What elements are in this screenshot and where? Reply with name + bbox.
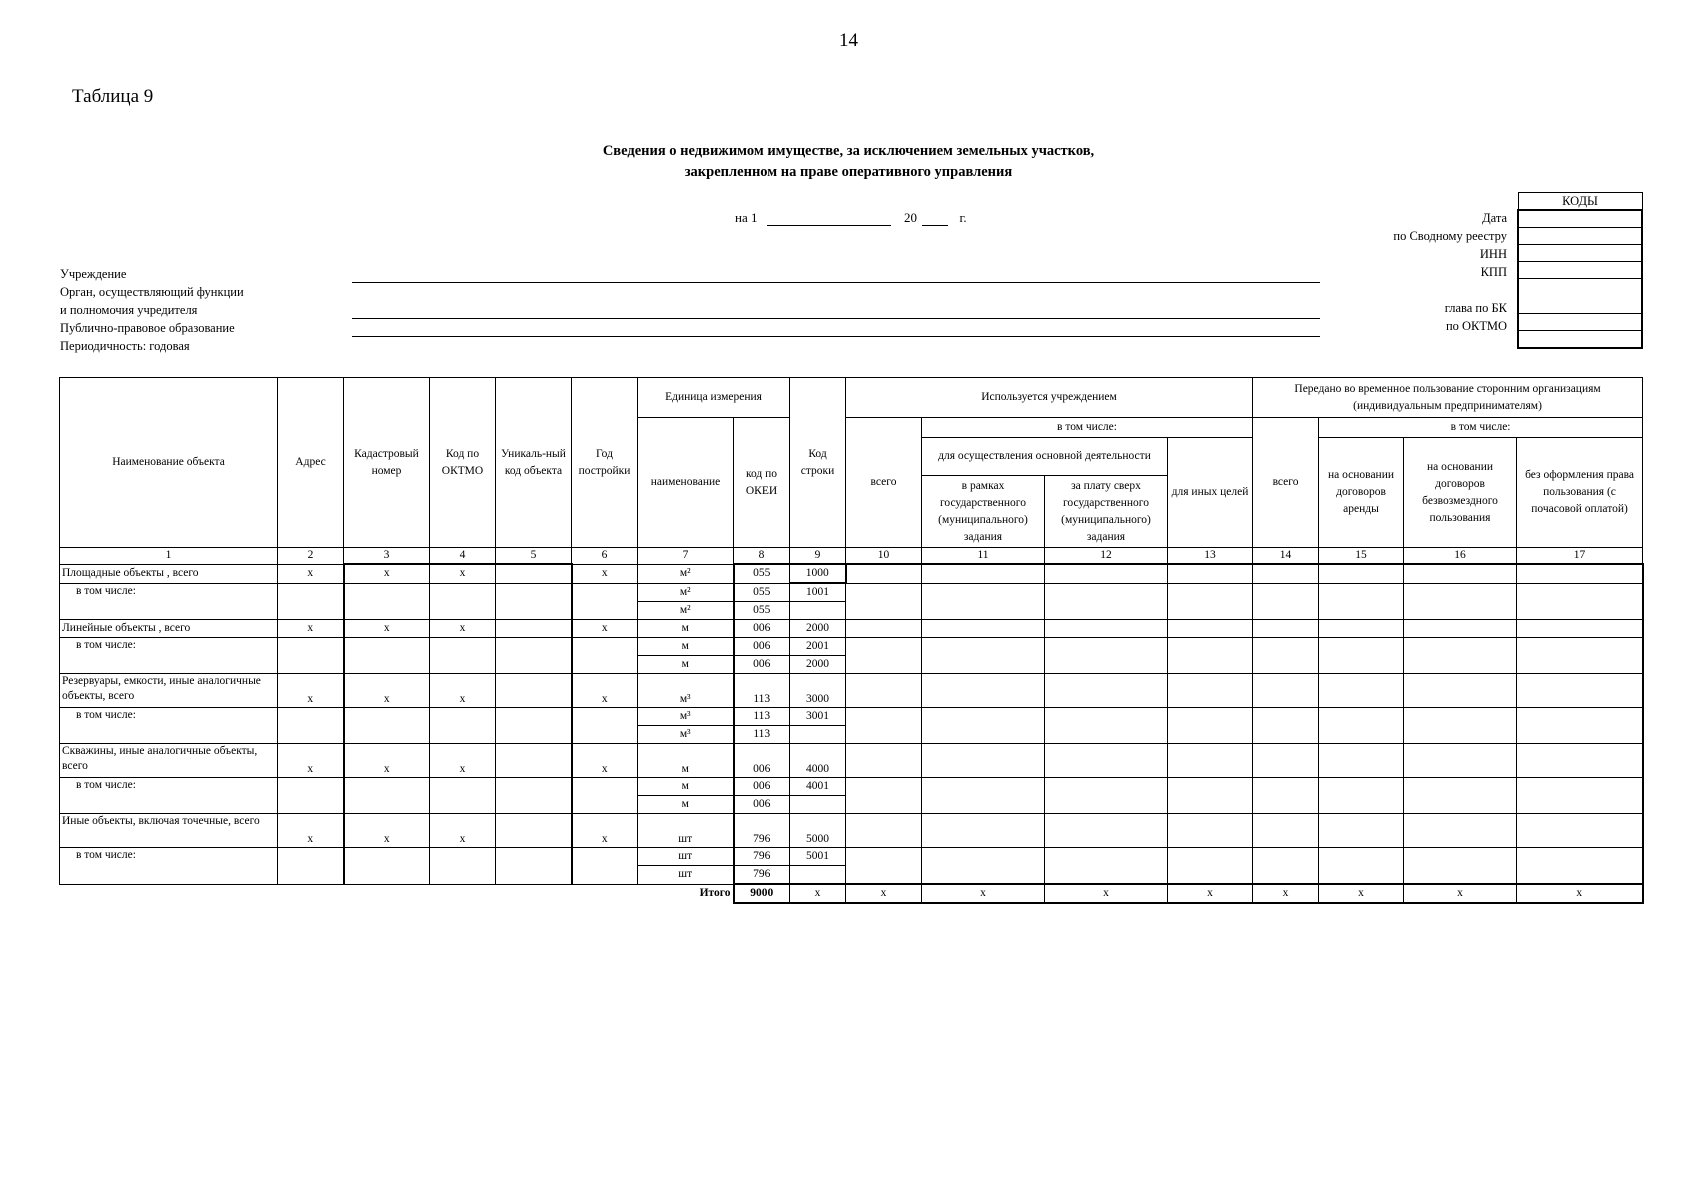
x-mark: x — [846, 884, 922, 903]
page-number: 14 — [839, 30, 858, 51]
value-cell[interactable] — [1404, 848, 1517, 885]
value-cell[interactable] — [1404, 583, 1517, 620]
header-okei: код по ОКЕИ — [734, 418, 790, 548]
x-mark: x — [278, 564, 344, 583]
oktmo-cell[interactable] — [430, 848, 496, 885]
unit-name: м³ — [638, 726, 734, 744]
x-mark: x — [1404, 884, 1517, 903]
header-paid: за плату сверх государственного (муниципального) задания — [1045, 476, 1168, 548]
unique-code-cell[interactable] — [496, 778, 572, 814]
year-cell[interactable] — [572, 638, 638, 674]
okei-code: 796 — [734, 814, 790, 848]
column-number: 15 — [1319, 548, 1404, 565]
group-name: Площадные объекты , всего — [60, 564, 278, 583]
x-mark: x — [278, 620, 344, 638]
oktmo-cell[interactable] — [430, 583, 496, 620]
header-transferred-incl: в том числе: — [1319, 418, 1643, 438]
x-mark: x — [344, 744, 430, 778]
okei-code: 006 — [734, 744, 790, 778]
value-cell[interactable] — [1045, 744, 1168, 778]
value-cell[interactable] — [1045, 778, 1168, 814]
value-cell[interactable] — [1253, 620, 1319, 638]
x-mark: x — [1253, 884, 1319, 903]
total-label: Итого — [60, 884, 734, 903]
header-transferred-total: всего — [1253, 418, 1319, 548]
municipality-field[interactable] — [352, 336, 1320, 337]
unit-name: м² — [638, 602, 734, 620]
value-cell[interactable] — [1404, 620, 1517, 638]
header-oktmo: Код по ОКТМО — [430, 378, 496, 548]
unique-code-cell[interactable] — [496, 744, 572, 778]
unique-code-cell[interactable] — [496, 814, 572, 848]
group-row — [60, 744, 1643, 778]
x-mark: x — [1045, 884, 1168, 903]
header-lease: на основании договоров аренды — [1319, 438, 1404, 548]
date-year-prefix: 20 — [903, 210, 917, 225]
code-registry-cell[interactable] — [1518, 228, 1642, 245]
group-name: Линейные объекты , всего — [60, 620, 278, 638]
x-mark: x — [572, 674, 638, 708]
value-cell[interactable] — [1404, 708, 1517, 744]
value-cell[interactable] — [1517, 620, 1643, 638]
value-cell[interactable] — [1319, 778, 1404, 814]
column-number: 12 — [1045, 548, 1168, 565]
unit-name: шт — [638, 866, 734, 885]
address-cell[interactable] — [278, 638, 344, 674]
column-number: 5 — [496, 548, 572, 565]
value-cell[interactable] — [922, 814, 1045, 848]
incl-label: в том числе: — [60, 583, 278, 620]
line-code: 1001 — [790, 583, 846, 602]
value-cell[interactable] — [1045, 620, 1168, 638]
value-cell[interactable] — [1319, 674, 1404, 708]
code-inn-cell[interactable] — [1518, 245, 1642, 262]
unique-code-cell[interactable] — [496, 638, 572, 674]
value-cell[interactable] — [846, 564, 922, 583]
value-cell[interactable] — [1253, 778, 1319, 814]
value-cell[interactable] — [922, 708, 1045, 744]
value-cell[interactable] — [922, 848, 1045, 885]
value-cell[interactable] — [1168, 744, 1253, 778]
value-cell[interactable] — [846, 814, 922, 848]
value-cell[interactable] — [922, 583, 1045, 620]
incl-label: в том числе: — [60, 708, 278, 744]
value-cell[interactable] — [1045, 814, 1168, 848]
value-cell[interactable] — [1253, 848, 1319, 885]
oktmo-cell[interactable] — [430, 708, 496, 744]
x-mark: x — [790, 884, 846, 903]
value-cell[interactable] — [1168, 708, 1253, 744]
address-cell[interactable] — [278, 848, 344, 885]
header-unique-code: Уникаль-ный код объекта — [496, 378, 572, 548]
label-founder-line-1: Орган, осуществляющий функции — [60, 285, 244, 299]
label-chapter: глава по БК — [1444, 301, 1507, 315]
title-line-1: Сведения о недвижимом имуществе, за исключением земельных участков, — [602, 143, 1095, 159]
header-used: Используется учреждением — [846, 378, 1253, 418]
address-cell[interactable] — [278, 708, 344, 744]
value-cell[interactable] — [846, 848, 922, 885]
x-mark: x — [572, 564, 638, 583]
column-number: 6 — [572, 548, 638, 565]
x-mark: x — [430, 744, 496, 778]
unit-name: м — [638, 796, 734, 814]
x-mark: x — [430, 814, 496, 848]
date-year-field[interactable] — [922, 211, 948, 226]
date-prefix: на 1 — [735, 210, 758, 225]
address-cell[interactable] — [278, 778, 344, 814]
code-kpp-cell[interactable] — [1518, 262, 1642, 279]
group-row — [60, 620, 1643, 638]
okei-code: 006 — [734, 638, 790, 656]
header-no-docs: без оформления права пользования (с почасовой оплатой) — [1517, 438, 1643, 548]
okei-code: 113 — [734, 708, 790, 726]
year-cell[interactable] — [572, 848, 638, 885]
year-cell[interactable] — [572, 708, 638, 744]
institution-field[interactable] — [352, 282, 1320, 283]
unit-name: м — [638, 620, 734, 638]
value-cell[interactable] — [1517, 708, 1643, 744]
line-code: 1000 — [790, 564, 846, 583]
header-unit-name: наименование — [638, 418, 734, 548]
unit-name: м — [638, 778, 734, 796]
column-number: 3 — [344, 548, 430, 565]
group-row — [60, 564, 1643, 583]
document-title — [0, 141, 1697, 183]
value-cell[interactable] — [1517, 848, 1643, 885]
value-cell[interactable] — [1045, 583, 1168, 620]
label-inn: ИНН — [1479, 247, 1507, 261]
value-cell[interactable] — [846, 708, 922, 744]
x-mark: x — [572, 620, 638, 638]
okei-code: 006 — [734, 778, 790, 796]
cadastral-cell[interactable] — [344, 848, 430, 885]
value-cell[interactable] — [846, 620, 922, 638]
group-name: Иные объекты, включая точечные, всего — [60, 814, 278, 848]
column-number: 14 — [1253, 548, 1319, 565]
value-cell[interactable] — [1045, 708, 1168, 744]
value-cell[interactable] — [1168, 583, 1253, 620]
value-cell[interactable] — [846, 744, 922, 778]
code-date-cell[interactable] — [1518, 210, 1642, 228]
line-code-cell[interactable] — [790, 796, 846, 814]
column-number: 7 — [638, 548, 734, 565]
x-mark: x — [572, 814, 638, 848]
value-cell[interactable] — [1045, 564, 1168, 583]
unique-code-cell[interactable] — [496, 708, 572, 744]
group-subrow — [60, 778, 1643, 796]
title-line-2: закрепленном на праве оперативного управления — [684, 164, 1013, 180]
x-mark: x — [430, 620, 496, 638]
header-used-total: всего — [846, 418, 922, 548]
column-number: 13 — [1168, 548, 1253, 565]
value-cell[interactable] — [1517, 814, 1643, 848]
header-address: Адрес — [278, 378, 344, 548]
line-code: 2000 — [790, 620, 846, 638]
code-chapter-cell[interactable] — [1518, 279, 1642, 314]
header-year: Год постройки — [572, 378, 638, 548]
line-code: 5001 — [790, 848, 846, 866]
x-mark: x — [572, 744, 638, 778]
value-cell[interactable] — [1517, 778, 1643, 814]
value-cell[interactable] — [1404, 814, 1517, 848]
x-mark: x — [344, 814, 430, 848]
line-code: 4001 — [790, 778, 846, 796]
group-name: Скважины, иные аналогичные объекты, всего — [60, 744, 278, 778]
value-cell[interactable] — [1404, 744, 1517, 778]
header-unit: Единица измерения — [638, 378, 790, 418]
unit-name: м² — [638, 583, 734, 602]
x-mark: x — [1168, 884, 1253, 903]
unit-name: м — [638, 638, 734, 656]
header-name: Наименование объекта — [60, 378, 278, 548]
value-cell[interactable] — [1319, 638, 1404, 674]
incl-label: в том числе: — [60, 848, 278, 885]
okei-code: 113 — [734, 726, 790, 744]
value-cell[interactable] — [1253, 674, 1319, 708]
value-cell[interactable] — [1045, 674, 1168, 708]
okei-code: 055 — [734, 564, 790, 583]
unit-name: шт — [638, 814, 734, 848]
date-suffix: г. — [959, 210, 967, 225]
table-body — [60, 564, 1643, 884]
value-cell[interactable] — [1253, 708, 1319, 744]
cadastral-cell[interactable] — [344, 583, 430, 620]
year-cell[interactable] — [572, 583, 638, 620]
group-row — [60, 674, 1643, 708]
value-cell[interactable] — [1319, 814, 1404, 848]
okei-code: 006 — [734, 620, 790, 638]
value-cell[interactable] — [922, 744, 1045, 778]
line-code-cell[interactable] — [790, 726, 846, 744]
okei-code: 796 — [734, 848, 790, 866]
value-cell[interactable] — [1253, 564, 1319, 583]
value-cell[interactable] — [1319, 583, 1404, 620]
okei-code: 006 — [734, 796, 790, 814]
value-cell[interactable] — [1045, 848, 1168, 885]
okei-code: 055 — [734, 602, 790, 620]
value-cell[interactable] — [1404, 674, 1517, 708]
column-number: 9 — [790, 548, 846, 565]
x-mark: x — [278, 744, 344, 778]
value-cell[interactable] — [1253, 638, 1319, 674]
value-cell[interactable] — [1168, 778, 1253, 814]
header-free: на основании договоров безвозмездного пользования — [1404, 438, 1517, 548]
x-mark: x — [922, 884, 1045, 903]
report-date-row — [735, 210, 967, 226]
column-number: 8 — [734, 548, 790, 565]
value-cell[interactable] — [922, 620, 1045, 638]
unit-name: м — [638, 744, 734, 778]
property-table — [59, 377, 1644, 904]
total-code: 9000 — [734, 884, 790, 903]
line-code: 2000 — [790, 656, 846, 674]
label-registry: по Сводному реестру — [1393, 229, 1507, 243]
value-cell[interactable] — [846, 638, 922, 674]
line-code: 2001 — [790, 638, 846, 656]
value-cell[interactable] — [1253, 814, 1319, 848]
line-code: 3000 — [790, 674, 846, 708]
code-periodicity-cell[interactable] — [1518, 331, 1642, 349]
value-cell[interactable] — [846, 674, 922, 708]
incl-label: в том числе: — [60, 638, 278, 674]
x-mark: x — [1319, 884, 1404, 903]
line-code: 3001 — [790, 708, 846, 726]
header-line-code: Код строки — [790, 378, 846, 548]
value-cell[interactable] — [1404, 638, 1517, 674]
value-cell[interactable] — [1045, 638, 1168, 674]
line-code: 4000 — [790, 744, 846, 778]
date-day-month-field[interactable] — [767, 211, 891, 226]
table-label: Таблица 9 — [72, 86, 154, 107]
value-cell[interactable] — [1168, 620, 1253, 638]
value-cell[interactable] — [922, 674, 1045, 708]
cadastral-cell[interactable] — [344, 708, 430, 744]
column-number: 1 — [60, 548, 278, 565]
unit-name: шт — [638, 848, 734, 866]
unit-name: м³ — [638, 674, 734, 708]
unit-name: м³ — [638, 708, 734, 726]
unique-code-cell[interactable] — [496, 848, 572, 885]
value-cell[interactable] — [1319, 848, 1404, 885]
value-cell[interactable] — [1168, 848, 1253, 885]
header-cadastral: Кадастровый номер — [344, 378, 430, 548]
okei-code: 006 — [734, 656, 790, 674]
okei-code: 796 — [734, 866, 790, 885]
unique-code-cell[interactable] — [496, 564, 572, 583]
header-other: для иных целей — [1168, 438, 1253, 548]
value-cell[interactable] — [846, 778, 922, 814]
group-row — [60, 814, 1643, 848]
x-mark: x — [1517, 884, 1643, 903]
column-number: 17 — [1517, 548, 1643, 565]
value-cell[interactable] — [1168, 814, 1253, 848]
label-institution: Учреждение — [60, 267, 127, 281]
label-date: Дата — [1482, 211, 1507, 225]
column-number: 2 — [278, 548, 344, 565]
value-cell[interactable] — [1517, 674, 1643, 708]
value-cell[interactable] — [1319, 564, 1404, 583]
oktmo-cell[interactable] — [430, 638, 496, 674]
address-cell[interactable] — [278, 583, 344, 620]
value-cell[interactable] — [1404, 564, 1517, 583]
value-cell[interactable] — [922, 564, 1045, 583]
group-subrow — [60, 708, 1643, 726]
cadastral-cell[interactable] — [344, 778, 430, 814]
value-cell[interactable] — [1404, 778, 1517, 814]
value-cell[interactable] — [922, 638, 1045, 674]
value-cell[interactable] — [1168, 564, 1253, 583]
unique-code-cell[interactable] — [496, 583, 572, 620]
value-cell[interactable] — [1319, 744, 1404, 778]
column-number: 4 — [430, 548, 496, 565]
label-kpp: КПП — [1480, 265, 1507, 279]
label-founder-line-2: и полномочия учредителя — [60, 303, 198, 317]
value-cell[interactable] — [1168, 674, 1253, 708]
value-cell[interactable] — [846, 583, 922, 620]
codes-table — [1517, 192, 1643, 349]
oktmo-cell[interactable] — [430, 778, 496, 814]
header-state-task: в рамках государственного (муниципального) задания — [922, 476, 1045, 548]
unit-name: м — [638, 656, 734, 674]
year-cell[interactable] — [572, 778, 638, 814]
label-municipality: Публично-правовое образование — [60, 321, 235, 335]
value-cell[interactable] — [1253, 744, 1319, 778]
x-mark: x — [278, 814, 344, 848]
value-cell[interactable] — [1517, 564, 1643, 583]
incl-label: в том числе: — [60, 778, 278, 814]
okei-code: 055 — [734, 583, 790, 602]
label-periodicity: Периодичность: годовая — [60, 339, 190, 353]
founder-field[interactable] — [352, 318, 1320, 319]
group-subrow — [60, 638, 1643, 656]
column-number: 11 — [922, 548, 1045, 565]
line-code-cell[interactable] — [790, 866, 846, 885]
x-mark: x — [344, 674, 430, 708]
value-cell[interactable] — [922, 778, 1045, 814]
unit-name: м² — [638, 564, 734, 583]
label-oktmo: по ОКТМО — [1445, 319, 1507, 333]
value-cell[interactable] — [1517, 583, 1643, 620]
line-code: 5000 — [790, 814, 846, 848]
value-cell[interactable] — [1517, 744, 1643, 778]
x-mark: x — [344, 564, 430, 583]
x-mark: x — [430, 564, 496, 583]
value-cell[interactable] — [1517, 638, 1643, 674]
value-cell[interactable] — [1168, 638, 1253, 674]
codes-header: КОДЫ — [1518, 193, 1642, 211]
group-subrow — [60, 583, 1643, 602]
value-cell[interactable] — [1319, 620, 1404, 638]
group-name: Резервуары, емкости, иные аналогичные объекты, всего — [60, 674, 278, 708]
x-mark: x — [344, 620, 430, 638]
code-oktmo-cell[interactable] — [1518, 314, 1642, 331]
header-used-incl: в том числе: — [922, 418, 1253, 438]
total-row — [60, 884, 1643, 903]
column-number: 10 — [846, 548, 922, 565]
header-transferred: Передано во временное пользование сторонним организациям (индивидуальным предпринимателям) — [1253, 378, 1643, 418]
x-mark: x — [278, 674, 344, 708]
column-number: 16 — [1404, 548, 1517, 565]
line-code-cell[interactable] — [790, 602, 846, 620]
unique-code-cell[interactable] — [496, 620, 572, 638]
group-subrow — [60, 848, 1643, 866]
cadastral-cell[interactable] — [344, 638, 430, 674]
okei-code: 113 — [734, 674, 790, 708]
unique-code-cell[interactable] — [496, 674, 572, 708]
header-main-activity: для осуществления основной деятельности — [922, 438, 1168, 476]
value-cell[interactable] — [1319, 708, 1404, 744]
value-cell[interactable] — [1253, 583, 1319, 620]
x-mark: x — [430, 674, 496, 708]
